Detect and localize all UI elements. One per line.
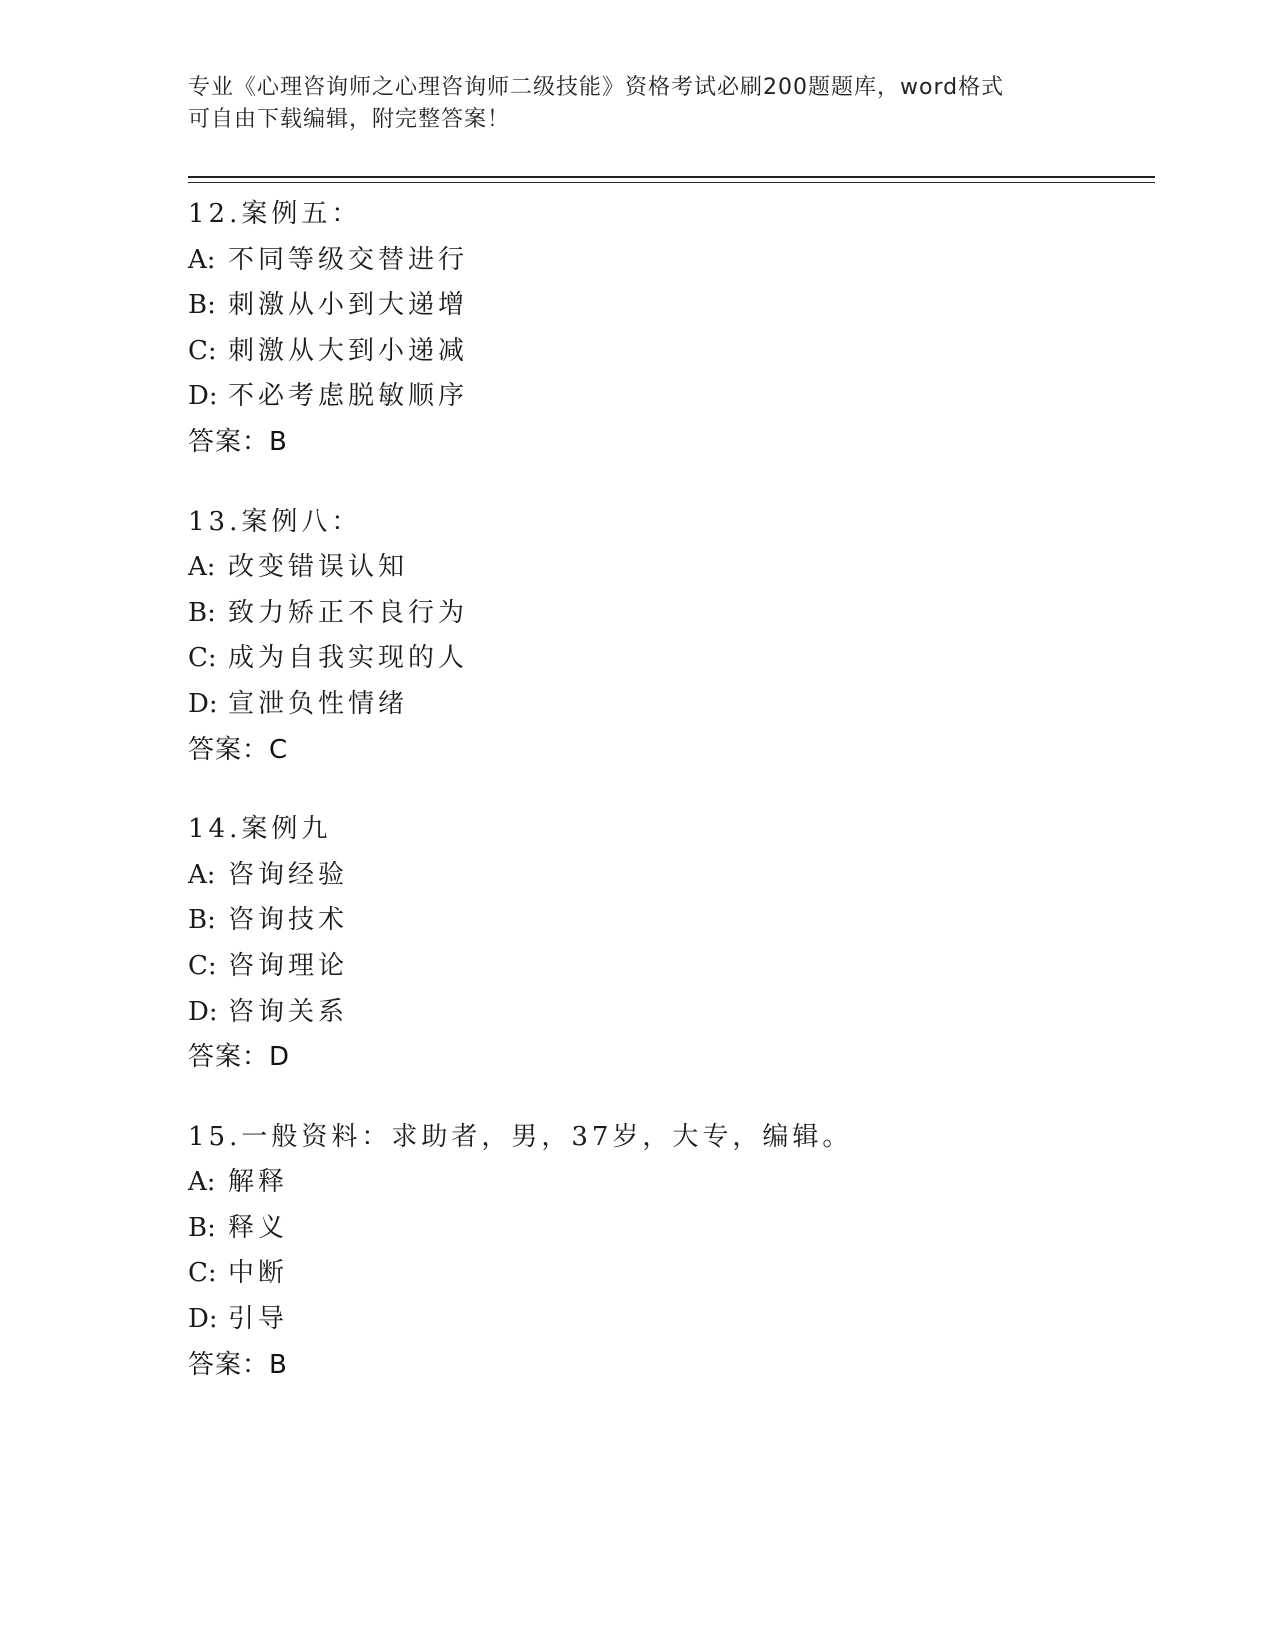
option-b: [188, 591, 1148, 637]
option-letter: C:: [188, 1258, 217, 1289]
option-a: [188, 1160, 1148, 1206]
option-letter: B:: [188, 1212, 216, 1243]
option-text: 释义: [228, 1212, 289, 1243]
question-title: 14.案例九: [188, 814, 332, 845]
option-letter: C:: [188, 335, 217, 366]
option-letter: A:: [188, 244, 216, 275]
option-text: 咨询关系: [228, 996, 349, 1027]
option-letter: A:: [188, 1167, 216, 1198]
option-letter: C:: [188, 643, 217, 674]
option-text: 改变错误认知: [228, 552, 409, 583]
option-letter: D:: [188, 1304, 218, 1335]
question-item: [188, 500, 1148, 774]
answer-line: 答案：B: [188, 1349, 288, 1380]
option-d: [188, 682, 1148, 728]
option-letter: A:: [188, 859, 216, 890]
option-d: [188, 374, 1148, 420]
option-c: [188, 636, 1148, 682]
option-letter: D:: [188, 996, 218, 1027]
header-line-2: 可自由下载编辑，附完整答案！: [188, 107, 511, 132]
header-divider-thick: [188, 176, 1155, 178]
option-d: [188, 1297, 1148, 1343]
header-line-1: 专业《心理咨询师之心理咨询师二级技能》资格考试必刷200题题库，word格式: [188, 75, 1005, 100]
option-letter: B:: [188, 597, 216, 628]
option-c: [188, 1251, 1148, 1297]
option-text: 咨询理论: [228, 950, 349, 981]
question-title: 15.一般资料：求助者，男，37岁，大专，编辑。: [188, 1121, 853, 1152]
option-text: 不必考虑脱敏顺序: [228, 381, 469, 412]
option-letter: B:: [188, 290, 216, 321]
question-title: 13.案例八：: [188, 506, 362, 537]
header-divider-thin: [188, 182, 1155, 183]
option-b: [188, 898, 1148, 944]
option-text: 致力矫正不良行为: [228, 597, 469, 628]
answer-line: 答案：B: [188, 426, 288, 457]
option-a: [188, 853, 1148, 899]
option-text: 咨询技术: [228, 905, 349, 936]
option-letter: D:: [188, 381, 218, 412]
option-a: [188, 545, 1148, 591]
option-d: [188, 990, 1148, 1036]
option-text: 引导: [228, 1304, 289, 1335]
document-header: [188, 72, 1068, 136]
option-b: [188, 283, 1148, 329]
option-c: [188, 329, 1148, 375]
answer-line: 答案：C: [188, 734, 289, 765]
question-list: [188, 192, 1148, 1422]
option-text: 宣泄负性情绪: [228, 688, 409, 719]
question-title: 12.案例五：: [188, 199, 362, 229]
option-text: 成为自我实现的人: [228, 643, 469, 674]
option-letter: D:: [188, 688, 218, 719]
option-letter: B:: [188, 905, 216, 936]
question-item: [188, 1115, 1148, 1389]
option-text: 中断: [228, 1258, 289, 1289]
answer-line: 答案：D: [188, 1042, 291, 1073]
option-b: [188, 1206, 1148, 1252]
option-text: 咨询经验: [228, 859, 349, 890]
option-c: [188, 944, 1148, 990]
option-text: 不同等级交替进行: [228, 244, 469, 275]
question-item: [188, 807, 1148, 1081]
option-letter: A:: [188, 552, 216, 583]
option-text: 解释: [228, 1167, 289, 1198]
option-a: [188, 238, 1148, 284]
option-text: 刺激从大到小递减: [228, 335, 469, 366]
option-text: 刺激从小到大递增: [228, 290, 469, 321]
question-item: [188, 192, 1148, 466]
option-letter: C:: [188, 950, 217, 981]
